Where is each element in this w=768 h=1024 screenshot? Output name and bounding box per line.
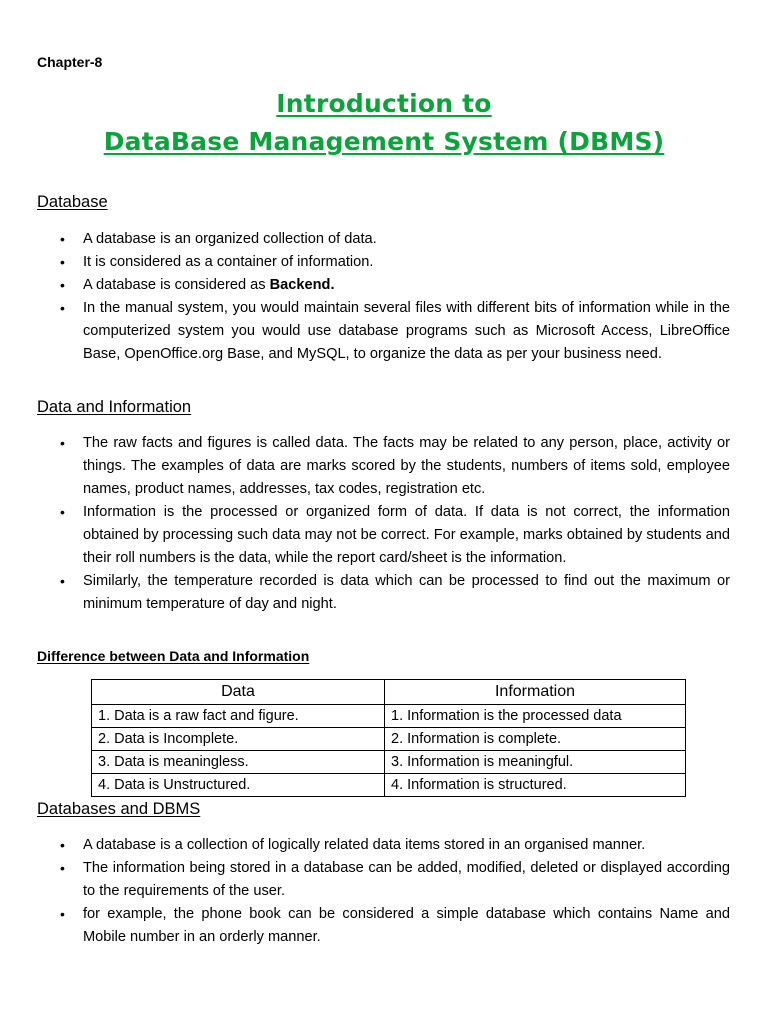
list-item — [0, 834, 768, 857]
list-item-text: Similarly, the temperature recorded is data which can be processed to find out the maximum or minimum temperature of day and night. — [83, 573, 730, 612]
table-cell: 4. Data is Unstructured. — [92, 774, 385, 797]
table-cell: 1. Information is the processed data — [385, 705, 686, 728]
bullet-icon: • — [60, 254, 65, 270]
title-line-2: DataBase Management System (DBMS) — [103, 127, 665, 156]
section-heading-database: Database — [37, 193, 108, 211]
section-heading-difference: Difference between Data and Information — [37, 648, 310, 664]
bullet-icon: • — [60, 860, 65, 876]
list-item-text: Information is the processed or organized form of data. If data is not correct, the information obtained by processing such data may not be correct. For example, marks obtained by students and their roll numbers is the data, while the report card/sheet is the information. — [83, 504, 730, 566]
difference-table — [91, 679, 686, 797]
bullet-icon: • — [60, 504, 65, 520]
table-row — [92, 728, 686, 751]
list-item — [0, 297, 768, 366]
list-item — [0, 903, 768, 949]
table-cell: 3. Data is meaningless. — [92, 751, 385, 774]
column-header-information: Information — [385, 680, 686, 705]
list-item-text: A database is considered as — [83, 277, 270, 293]
list-item — [0, 570, 768, 616]
table-cell: 4. Information is structured. — [385, 774, 686, 797]
bullet-icon: • — [60, 906, 65, 922]
bullet-icon: • — [60, 573, 65, 589]
section-heading-data-information: Data and Information — [37, 398, 192, 416]
data-information-bullet-list — [0, 432, 768, 616]
table-row — [92, 774, 686, 797]
list-item-text: The information being stored in a database can be added, modified, deleted or displayed according to the requirements of the user. — [83, 860, 730, 899]
list-item — [0, 251, 768, 274]
table-header-row — [92, 680, 686, 705]
database-bullet-list — [0, 228, 768, 366]
dbms-bullet-list — [0, 834, 768, 949]
table-row — [92, 705, 686, 728]
backend-emphasis: Backend. — [269, 277, 335, 293]
bullet-icon: • — [60, 300, 65, 316]
table-cell: 2. Information is complete. — [385, 728, 686, 751]
table-row — [92, 751, 686, 774]
section-heading-dbms: Databases and DBMS — [37, 800, 201, 818]
list-item-text: The raw facts and figures is called data. The facts may be related to any person, place, activity or things. The examples of data are marks scored by the students, numbers of items sold, employee names, product names, addresses, tax codes, registration etc. — [83, 435, 730, 497]
list-item — [0, 857, 768, 903]
bullet-icon: • — [60, 231, 65, 247]
list-item-text: A database is an organized collection of data. — [83, 231, 377, 247]
list-item-text: It is considered as a container of information. — [83, 254, 374, 270]
list-item-text: for example, the phone book can be considered a simple database which contains Name and Mobile number in an orderly manner. — [83, 906, 730, 945]
bullet-icon: • — [60, 277, 65, 293]
table-cell: 3. Information is meaningful. — [385, 751, 686, 774]
chapter-label: Chapter-8 — [37, 54, 103, 70]
column-header-data: Data — [92, 680, 385, 705]
list-item-text: In the manual system, you would maintain several files with different bits of information while in the computerized system you would use database programs such as Microsoft Access, LibreOffice Base, OpenOffice.org Base, and MySQL, to organize the data as per your business need. — [83, 300, 730, 362]
list-item-text: A database is a collection of logically related data items stored in an organised manner. — [83, 837, 646, 853]
table-cell: 2. Data is Incomplete. — [92, 728, 385, 751]
bullet-icon: • — [60, 435, 65, 451]
list-item — [0, 228, 768, 251]
bullet-icon: • — [60, 837, 65, 853]
list-item — [0, 501, 768, 570]
list-item — [0, 274, 768, 297]
list-item — [0, 432, 768, 501]
title-line-1: Introduction to — [276, 89, 492, 118]
table-cell: 1. Data is a raw fact and figure. — [92, 705, 385, 728]
